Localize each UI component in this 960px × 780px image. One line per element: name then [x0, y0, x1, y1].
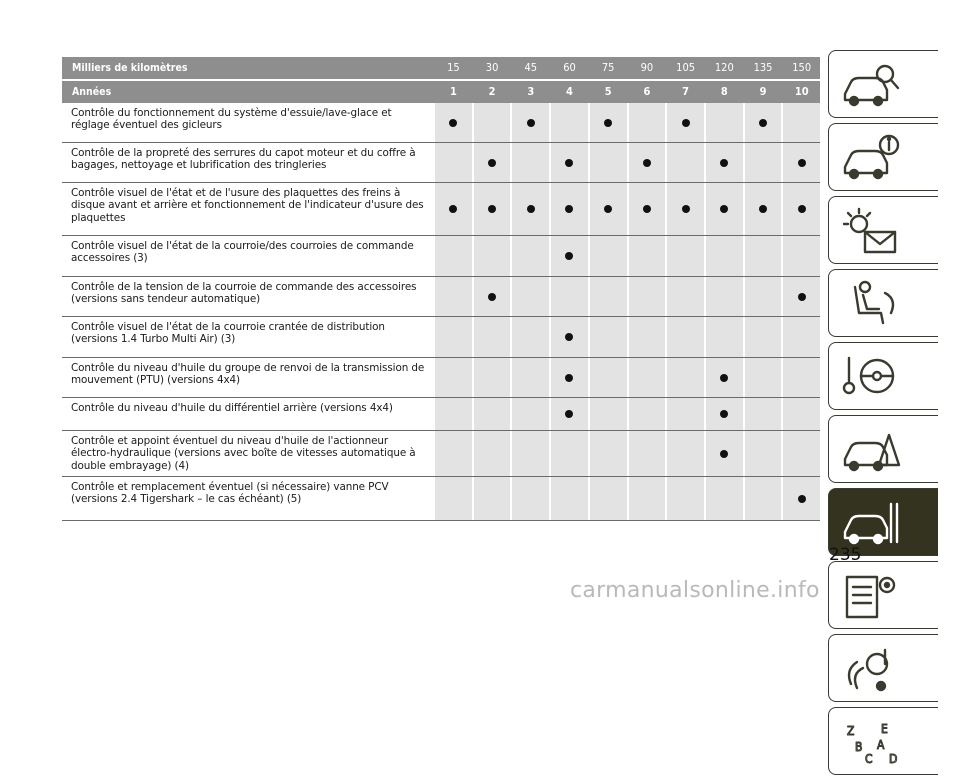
schedule-cell [435, 183, 472, 235]
schedule-cell [551, 143, 588, 182]
schedule-cell [783, 236, 820, 276]
years-header-label: Années [72, 86, 112, 98]
schedule-cell [474, 477, 511, 520]
schedule-cell [512, 103, 549, 142]
scheduled-dot-icon [759, 205, 767, 213]
schedule-cell [629, 431, 666, 476]
schedule-cell [629, 143, 666, 182]
warning-lights-message-icon [841, 206, 901, 256]
page-number: 235 [829, 545, 862, 565]
schedule-cell [590, 358, 627, 397]
alphabetical-index-icon [841, 717, 901, 767]
row-description: Contrôle visuel de l'état et de l'usure des plaquettes des freins à disque avant et arrière et fonctionnement de l'indicateur d'usure des plaquettes [71, 187, 424, 224]
schedule-cell [629, 358, 666, 397]
schedule-cell [783, 477, 820, 520]
scheduled-dot-icon [682, 205, 690, 213]
chapter-tab-multimedia[interactable] [828, 634, 938, 702]
scheduled-dot-icon [527, 205, 535, 213]
years-header-row [62, 81, 820, 103]
schedule-cell [551, 477, 588, 520]
schedule-cell [667, 103, 704, 142]
year-value: 10 [794, 85, 809, 98]
schedule-cell [435, 236, 472, 276]
km-value: 45 [524, 61, 538, 74]
schedule-cell [551, 277, 588, 316]
scheduled-dot-icon [565, 410, 573, 418]
schedule-cell [629, 277, 666, 316]
schedule-cell [629, 477, 666, 520]
schedule-cell [590, 317, 627, 357]
km-value: 30 [485, 61, 499, 74]
scheduled-dot-icon [798, 159, 806, 167]
schedule-cell [474, 398, 511, 430]
schedule-cell [783, 317, 820, 357]
schedule-cell [512, 431, 549, 476]
schedule-cell [667, 183, 704, 235]
schedule-cell [551, 317, 588, 357]
schedule-cell [667, 431, 704, 476]
schedule-cell [474, 317, 511, 357]
scheduled-dot-icon [643, 205, 651, 213]
row-description: Contrôle de la propreté des serrures du capot moteur et du coffre à bagages, nettoyage et lubrification des tringleries [71, 147, 416, 172]
schedule-cell [783, 431, 820, 476]
schedule-cell [783, 103, 820, 142]
km-header-row [62, 57, 820, 79]
schedule-cell [745, 398, 782, 430]
schedule-cell [512, 277, 549, 316]
scheduled-dot-icon [682, 119, 690, 127]
scheduled-dot-icon [527, 119, 535, 127]
chapter-tab-car-info[interactable] [828, 123, 938, 191]
km-value: 15 [447, 61, 460, 74]
scheduled-dot-icon [565, 159, 573, 167]
table-row [62, 431, 820, 477]
schedule-cell [629, 183, 666, 235]
year-value: 8 [720, 85, 728, 98]
chapter-tabs [828, 50, 938, 780]
car-emergency-icon [841, 425, 901, 475]
scheduled-dot-icon [565, 333, 573, 341]
table-row [62, 317, 820, 358]
schedule-cell [667, 236, 704, 276]
chapter-tab-warning-lights-message[interactable] [828, 196, 938, 264]
schedule-cell [706, 431, 743, 476]
schedule-cell [474, 236, 511, 276]
schedule-cell [667, 277, 704, 316]
schedule-cell [435, 103, 472, 142]
schedule-cell [590, 277, 627, 316]
schedule-cell [783, 277, 820, 316]
schedule-cell [435, 398, 472, 430]
schedule-cell [435, 358, 472, 397]
schedule-cell [745, 236, 782, 276]
schedule-cell [745, 277, 782, 316]
scheduled-dot-icon [720, 450, 728, 458]
year-value: 9 [759, 85, 767, 98]
schedule-cell [745, 103, 782, 142]
schedule-cell [512, 143, 549, 182]
car-search-icon [841, 60, 901, 110]
schedule-cell [745, 143, 782, 182]
chapter-tab-specifications-gear[interactable] [828, 561, 938, 629]
schedule-cell [667, 398, 704, 430]
key-steering-wheel-icon [841, 352, 901, 402]
km-value: 135 [753, 61, 773, 74]
scheduled-dot-icon [488, 205, 496, 213]
row-description: Contrôle du niveau d'huile du différentiel arrière (versions 4x4) [71, 402, 393, 414]
scheduled-dot-icon [565, 252, 573, 260]
schedule-cell [512, 477, 549, 520]
scheduled-dot-icon [449, 119, 457, 127]
multimedia-icon [841, 644, 901, 694]
table-row [62, 236, 820, 277]
svg-text:B: B [855, 740, 863, 754]
schedule-cell [512, 183, 549, 235]
year-value: 3 [527, 85, 535, 98]
schedule-cell [551, 358, 588, 397]
table-row [62, 477, 820, 521]
scheduled-dot-icon [604, 119, 612, 127]
schedule-cell [590, 143, 627, 182]
row-description: Contrôle visuel de l'état de la courroie/des courroies de commande accessoires (3) [71, 240, 414, 265]
schedule-cell [435, 277, 472, 316]
scheduled-dot-icon [565, 205, 573, 213]
schedule-cell [551, 431, 588, 476]
maintenance-schedule-table [62, 57, 820, 521]
table-body [62, 103, 820, 521]
scheduled-dot-icon [798, 293, 806, 301]
chapter-tab-car-search[interactable] [828, 50, 938, 118]
schedule-cell [551, 398, 588, 430]
scheduled-dot-icon [565, 374, 573, 382]
schedule-cell [783, 398, 820, 430]
schedule-cell [783, 183, 820, 235]
table-row [62, 358, 820, 398]
schedule-cell [590, 477, 627, 520]
schedule-cell [474, 277, 511, 316]
table-row [62, 277, 820, 317]
scheduled-dot-icon [720, 410, 728, 418]
schedule-cell [745, 477, 782, 520]
row-description: Contrôle de la tension de la courroie de commande des accessoires (versions sans tendeur automatique) [71, 281, 417, 306]
schedule-cell [474, 358, 511, 397]
schedule-cell [745, 358, 782, 397]
scheduled-dot-icon [720, 159, 728, 167]
svg-text:Z: Z [847, 724, 855, 738]
year-value: 2 [488, 85, 496, 98]
car-service-tools-icon [841, 498, 901, 548]
schedule-cell [590, 431, 627, 476]
scheduled-dot-icon [604, 205, 612, 213]
scheduled-dot-icon [488, 293, 496, 301]
schedule-cell [435, 477, 472, 520]
schedule-cell [667, 317, 704, 357]
km-value: 90 [640, 61, 654, 74]
table-row [62, 183, 820, 236]
schedule-cell [435, 317, 472, 357]
schedule-cell [706, 103, 743, 142]
year-value: 5 [604, 85, 612, 98]
schedule-cell [783, 358, 820, 397]
scheduled-dot-icon [449, 205, 457, 213]
chapter-tab-seat-airbag[interactable] [828, 269, 938, 337]
row-description: Contrôle et appoint éventuel du niveau d'huile de l'actionneur électro-hydraulique (versions avec boîte de vitesses automatique à double embrayage) (4) [71, 435, 416, 472]
scheduled-dot-icon [798, 205, 806, 213]
schedule-cell [474, 103, 511, 142]
car-info-icon [841, 133, 901, 183]
table-row [62, 398, 820, 431]
schedule-cell [706, 143, 743, 182]
schedule-cell [512, 398, 549, 430]
schedule-cell [667, 477, 704, 520]
schedule-cell [706, 236, 743, 276]
schedule-cell [745, 431, 782, 476]
schedule-cell [706, 477, 743, 520]
scheduled-dot-icon [798, 495, 806, 503]
table-row [62, 143, 820, 183]
scheduled-dot-icon [643, 159, 651, 167]
schedule-cell [629, 236, 666, 276]
schedule-cell [590, 103, 627, 142]
schedule-cell [783, 143, 820, 182]
km-value: 105 [676, 61, 696, 74]
year-value: 6 [643, 85, 651, 98]
watermark: carmanualsonline.info [570, 578, 820, 603]
schedule-cell [745, 183, 782, 235]
schedule-cell [512, 358, 549, 397]
row-description: Contrôle du fonctionnement du système d'essuie/lave-glace et réglage éventuel des gicleurs [71, 107, 392, 132]
schedule-cell [551, 236, 588, 276]
seat-airbag-icon [841, 279, 901, 329]
schedule-cell [590, 236, 627, 276]
schedule-cell [551, 183, 588, 235]
schedule-cell [551, 103, 588, 142]
schedule-cell [590, 398, 627, 430]
schedule-cell [706, 317, 743, 357]
schedule-cell [474, 183, 511, 235]
schedule-cell [474, 431, 511, 476]
row-description: Contrôle et remplacement éventuel (si nécessaire) vanne PCV (versions 2.4 Tigershark – le cas échéant) (5) [71, 481, 389, 506]
schedule-cell [706, 398, 743, 430]
row-description: Contrôle visuel de l'état de la courroie crantée de distribution (versions 1.4 Turbo Multi Air) (3) [71, 321, 385, 346]
scheduled-dot-icon [488, 159, 496, 167]
scheduled-dot-icon [720, 205, 728, 213]
schedule-cell [590, 183, 627, 235]
scheduled-dot-icon [720, 374, 728, 382]
schedule-cell [667, 143, 704, 182]
schedule-cell [474, 143, 511, 182]
schedule-cell [706, 183, 743, 235]
schedule-cell [745, 317, 782, 357]
specifications-gear-icon [841, 571, 901, 621]
svg-text:E: E [881, 722, 888, 736]
chapter-tab-alphabetical-index[interactable] [828, 707, 938, 775]
schedule-cell [629, 398, 666, 430]
km-header-label: Milliers de kilomètres [72, 62, 188, 74]
year-value: 7 [682, 85, 690, 98]
schedule-cell [706, 277, 743, 316]
svg-text:C: C [865, 752, 873, 766]
table-row [62, 103, 820, 143]
schedule-cell [512, 236, 549, 276]
schedule-cell [435, 143, 472, 182]
schedule-cell [629, 103, 666, 142]
chapter-tab-key-steering-wheel[interactable] [828, 342, 938, 410]
schedule-cell [435, 431, 472, 476]
svg-text:A: A [877, 738, 885, 752]
year-value: 1 [449, 85, 457, 98]
year-value: 4 [566, 85, 573, 98]
km-value: 60 [563, 61, 576, 74]
km-value: 75 [601, 61, 615, 74]
chapter-tab-car-emergency[interactable] [828, 415, 938, 483]
svg-text:D: D [889, 752, 898, 766]
row-description: Contrôle du niveau d'huile du groupe de renvoi de la transmission de mouvement (PTU) (versions 4x4) [71, 362, 425, 387]
km-value: 120 [714, 61, 734, 74]
km-value: 150 [792, 61, 812, 74]
scheduled-dot-icon [759, 119, 767, 127]
schedule-cell [667, 358, 704, 397]
schedule-cell [629, 317, 666, 357]
schedule-cell [706, 358, 743, 397]
schedule-cell [512, 317, 549, 357]
